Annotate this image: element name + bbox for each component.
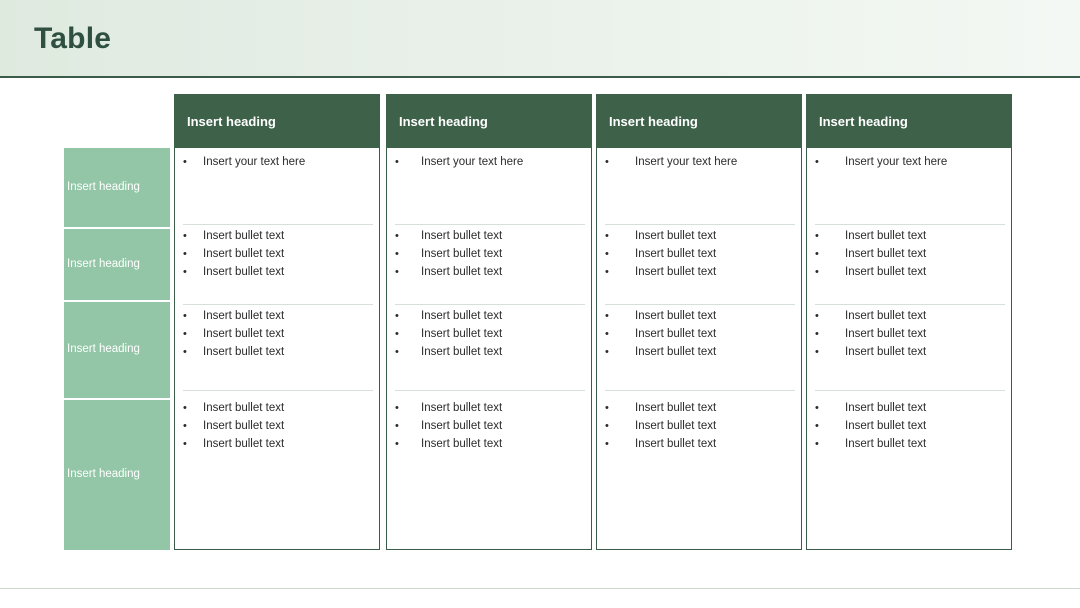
bullet-icon: •: [815, 310, 819, 322]
bullet-label: Insert your text here: [635, 156, 738, 168]
bullet-item: [183, 417, 373, 435]
bullet-item: [815, 325, 1005, 343]
bullet-icon: •: [605, 156, 609, 168]
bullet-item: [815, 245, 1005, 263]
bullet-label: Insert your text here: [845, 156, 948, 168]
bullet-label: Insert bullet text: [203, 420, 285, 432]
bullet-label: Insert bullet text: [203, 328, 285, 340]
bullet-label: Insert bullet text: [845, 248, 927, 260]
row-heading-3-label: Insert heading: [67, 343, 140, 356]
bullet-icon: •: [183, 248, 187, 260]
bullet-label: Insert bullet text: [635, 310, 717, 322]
bullet-icon: •: [605, 310, 609, 322]
bullet-label: Insert bullet text: [635, 328, 717, 340]
column-1-heading-label: Insert heading: [187, 113, 276, 129]
bullet-item: [183, 343, 373, 361]
bullet-icon: •: [815, 346, 819, 358]
bullet-item: [605, 153, 795, 171]
bullet-icon: •: [605, 266, 609, 278]
bullet-icon: •: [395, 156, 399, 168]
column-3-heading-label: Insert heading: [609, 113, 698, 129]
bullet-icon: •: [605, 402, 609, 414]
bullet-item: [605, 343, 795, 361]
bullet-item: [395, 245, 585, 263]
bullet-label: Insert bullet text: [635, 438, 717, 450]
bullet-icon: •: [183, 266, 187, 278]
bullet-item: [395, 227, 585, 245]
column-3-heading[interactable]: [596, 94, 802, 148]
bullet-item: [605, 435, 795, 453]
row-heading-2-label: Insert heading: [67, 257, 140, 270]
bullet-item: [395, 153, 585, 171]
bullet-item: [183, 227, 373, 245]
footer-divider: [0, 588, 1080, 589]
bullet-icon: •: [395, 230, 399, 242]
row-heading-1[interactable]: [64, 148, 170, 227]
bullet-label: Insert bullet text: [421, 310, 503, 322]
bullet-item: [605, 307, 795, 325]
table-cell-c2-r4: [395, 399, 585, 539]
bullet-label: Insert bullet text: [203, 346, 285, 358]
bullet-item: [605, 245, 795, 263]
bullet-icon: •: [605, 248, 609, 260]
bullet-label: Insert bullet text: [845, 438, 927, 450]
bullet-item: [815, 399, 1005, 417]
bullet-item: [815, 417, 1005, 435]
slide-header-band: [0, 0, 1080, 78]
bullet-icon: •: [395, 402, 399, 414]
bullet-item: [395, 325, 585, 343]
bullet-label: Insert bullet text: [203, 310, 285, 322]
bullet-label: Insert bullet text: [845, 328, 927, 340]
table-cell-c1-r2: [183, 227, 373, 305]
bullet-icon: •: [395, 328, 399, 340]
bullet-label: Insert bullet text: [635, 420, 717, 432]
row-heading-4[interactable]: [64, 400, 170, 550]
bullet-item: [183, 153, 373, 171]
bullet-icon: •: [815, 328, 819, 340]
bullet-icon: •: [183, 402, 187, 414]
bullet-icon: •: [395, 310, 399, 322]
bullet-label: Insert bullet text: [635, 346, 717, 358]
bullet-label: Insert bullet text: [203, 230, 285, 242]
bullet-item: [605, 399, 795, 417]
row-heading-4-label: Insert heading: [67, 468, 140, 481]
row-heading-1-label: Insert heading: [67, 180, 140, 193]
bullet-label: Insert bullet text: [421, 248, 503, 260]
bullet-label: Insert bullet text: [635, 402, 717, 414]
bullet-item: [605, 263, 795, 281]
table-column-4: [806, 94, 1012, 550]
table-column-1: [174, 94, 380, 550]
table-cell-c3-r2: [605, 227, 795, 305]
bullet-icon: •: [183, 328, 187, 340]
bullet-icon: •: [183, 420, 187, 432]
bullet-item: [815, 435, 1005, 453]
table-column-3: [596, 94, 802, 550]
bullet-item: [605, 227, 795, 245]
table-cell-c2-r2: [395, 227, 585, 305]
bullet-item: [605, 325, 795, 343]
bullet-item: [395, 399, 585, 417]
bullet-item: [815, 307, 1005, 325]
bullet-icon: •: [183, 230, 187, 242]
bullet-item: [395, 343, 585, 361]
column-1-heading[interactable]: [174, 94, 380, 148]
bullet-item: [183, 263, 373, 281]
bullet-item: [183, 307, 373, 325]
bullet-label: Insert your text here: [203, 156, 306, 168]
bullet-icon: •: [183, 438, 187, 450]
bullet-label: Insert bullet text: [845, 402, 927, 414]
bullet-item: [815, 227, 1005, 245]
bullet-icon: •: [183, 156, 187, 168]
table-cell-c3-r3: [605, 307, 795, 391]
bullet-label: Insert bullet text: [421, 420, 503, 432]
column-4-heading-label: Insert heading: [819, 113, 908, 129]
bullet-item: [815, 153, 1005, 171]
bullet-icon: •: [815, 230, 819, 242]
bullet-icon: •: [183, 346, 187, 358]
bullet-item: [395, 417, 585, 435]
bullet-icon: •: [605, 328, 609, 340]
table-cell-c2-r1: [395, 153, 585, 225]
bullet-label: Insert bullet text: [845, 310, 927, 322]
bullet-label: Insert bullet text: [845, 420, 927, 432]
bullet-item: [815, 343, 1005, 361]
bullet-icon: •: [395, 420, 399, 432]
table-cell-c2-r3: [395, 307, 585, 391]
bullet-label: Insert bullet text: [421, 328, 503, 340]
bullet-icon: •: [395, 346, 399, 358]
bullet-icon: •: [395, 266, 399, 278]
bullet-icon: •: [815, 438, 819, 450]
bullet-icon: •: [815, 402, 819, 414]
bullet-item: [183, 399, 373, 417]
bullet-label: Insert bullet text: [203, 402, 285, 414]
bullet-label: Insert bullet text: [421, 346, 503, 358]
bullet-label: Insert bullet text: [203, 438, 285, 450]
bullet-item: [183, 245, 373, 263]
bullet-label: Insert bullet text: [635, 230, 717, 242]
row-heading-2[interactable]: [64, 229, 170, 300]
column-4-heading[interactable]: [806, 94, 1012, 148]
bullet-icon: •: [815, 156, 819, 168]
table-cell-c4-r2: [815, 227, 1005, 305]
bullet-label: Insert your text here: [421, 156, 524, 168]
bullet-label: Insert bullet text: [203, 266, 285, 278]
bullet-icon: •: [605, 346, 609, 358]
table-cell-c3-r4: [605, 399, 795, 539]
bullet-label: Insert bullet text: [845, 266, 927, 278]
table-cell-c1-r3: [183, 307, 373, 391]
bullet-label: Insert bullet text: [421, 230, 503, 242]
row-heading-3[interactable]: [64, 302, 170, 398]
bullet-label: Insert bullet text: [845, 346, 927, 358]
bullet-item: [183, 435, 373, 453]
table-cell-c4-r1: [815, 153, 1005, 225]
bullet-item: [395, 307, 585, 325]
bullet-label: Insert bullet text: [203, 248, 285, 260]
bullet-icon: •: [395, 248, 399, 260]
bullet-icon: •: [605, 420, 609, 432]
bullet-item: [395, 435, 585, 453]
bullet-icon: •: [815, 266, 819, 278]
bullet-icon: •: [605, 438, 609, 450]
bullet-item: [395, 263, 585, 281]
bullet-label: Insert bullet text: [635, 248, 717, 260]
bullet-item: [183, 325, 373, 343]
bullet-item: [605, 417, 795, 435]
page-title: Table: [34, 22, 112, 55]
bullet-icon: •: [395, 438, 399, 450]
bullet-icon: •: [183, 310, 187, 322]
column-2-heading-label: Insert heading: [399, 113, 488, 129]
bullet-label: Insert bullet text: [845, 230, 927, 242]
bullet-label: Insert bullet text: [421, 266, 503, 278]
bullet-label: Insert bullet text: [421, 402, 503, 414]
bullet-label: Insert bullet text: [421, 438, 503, 450]
table-cell-c1-r4: [183, 399, 373, 539]
bullet-icon: •: [815, 420, 819, 432]
table-cell-c3-r1: [605, 153, 795, 225]
bullet-label: Insert bullet text: [635, 266, 717, 278]
bullet-icon: •: [605, 230, 609, 242]
bullet-icon: •: [815, 248, 819, 260]
column-2-heading[interactable]: [386, 94, 592, 148]
table-column-2: [386, 94, 592, 550]
bullet-item: [815, 263, 1005, 281]
table-cell-c4-r4: [815, 399, 1005, 539]
table-cell-c1-r1: [183, 153, 373, 225]
table-cell-c4-r3: [815, 307, 1005, 391]
